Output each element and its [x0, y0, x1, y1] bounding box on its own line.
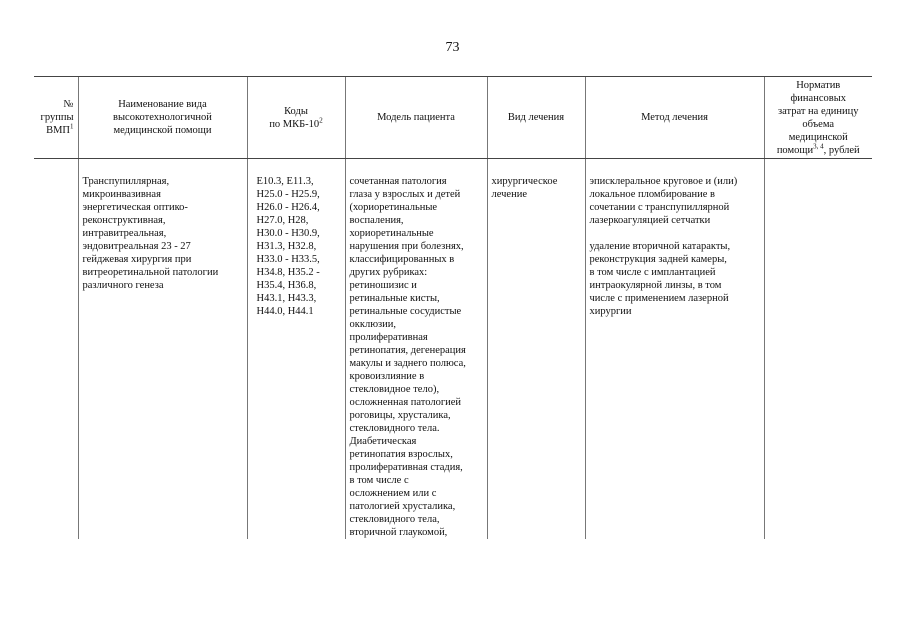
header-care-type-name: Наименование вида высокотехнологичной медицинской помощи [78, 77, 247, 159]
page-number: 73 [445, 40, 460, 55]
vmp-table [34, 76, 872, 539]
header-cost-norm: Норматив финансовых затрат на единицу объема медицинской помощи$^{3, 4}$, рублей [764, 77, 872, 159]
header-icd-codes: Коды по МКБ-$10^2$ [247, 77, 345, 159]
table-header-row [34, 77, 872, 159]
header-group-number: № группы ВМП$^1$ [34, 77, 78, 159]
cell-care-type-name: Транспупиллярная, микроинвазивная энергетическая оптико- реконструктивная, интравитреальная, эндовитреальная 23 - 27 гейджевая хирургия при витреоретинальной патологии различного генеза [78, 159, 247, 540]
cell-treatment-method: эписклеральное круговое и (или) локальное пломбирование в сочетании с транспупиллярной лазеркоагуляцией сетчатки удаление вторичной катаракты, реконструкция задней камеры, в том числе с имплантацией интраокулярной линзы, в том числе с применением лазерной хирургии [585, 159, 764, 540]
cell-icd-codes: E10.3, E11.3, H25.0 - H25.9, H26.0 - H26.4, H27.0, H28, H30.0 - H30.9, H31.3, H32.8, H33.0 - H33.5, H34.8, H35.2 - H35.4, H36.8, H43.1, H43.3, H44.0, H44.1 [247, 159, 345, 540]
cell-cost-norm [764, 159, 872, 540]
header-treatment-type: Вид лечения [487, 77, 585, 159]
header-treatment-method: Метод лечения [585, 77, 764, 159]
paragraph-gap [590, 227, 760, 240]
cell-treatment-type: хирургическое лечение [487, 159, 585, 540]
cell-group-number [34, 159, 78, 540]
header-patient-model: Модель пациента [345, 77, 487, 159]
table-row [34, 159, 872, 540]
cell-patient-model: сочетанная патология глаза у взрослых и детей (хориоретинальные воспаления, хориоретинальные нарушения при болезнях, классифицированных в других рубриках: ретиношизис и ретинальные кисты, ретинальные сосудистые окклюзии, пролиферативная ретинопатия, дегенерация макулы и заднего полюса, кровоизлияние в стекловидное тело), осложненная патологией роговицы, хрусталика, стекловидного тела. Диабетическая ретинопатия взрослых, пролиферативная стадия, в том числе с осложнением или с патологией хрусталика, стекловидного тела, вторичной глаукомой, [345, 159, 487, 540]
